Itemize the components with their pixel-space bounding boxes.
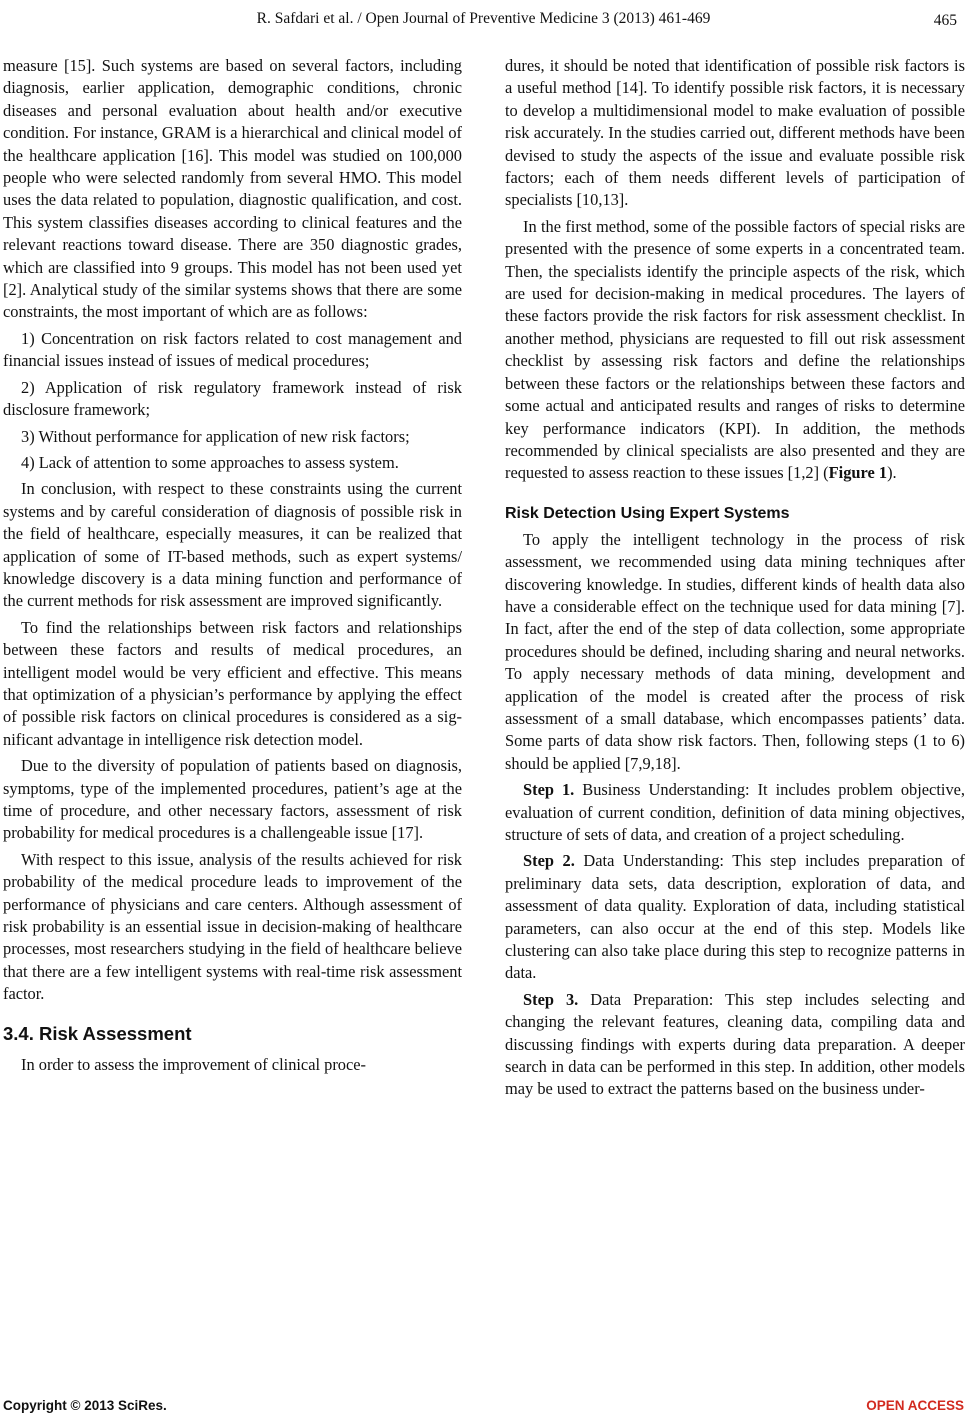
copyright-notice: Copyright © 2013 SciRes. — [3, 1398, 167, 1413]
step-text: Business Understanding: It includes problem objective, evaluation of current condition, definition of data mining objectives, structure of sets of data, and creation of a project scheduling. — [505, 780, 966, 844]
constraint-item-3: 3) Without performance for application of new risk factors; — [21, 426, 410, 446]
running-title: R. Safdari et al. / Open Journal of Preventive Medicine 3 (2013) 461-469 — [256, 10, 711, 27]
paragraph: To find the relationships between risk factors and relationships between these factors and results of medical procedures, an intelligent model would be very efficient and effective. This means that optimization of a physician’s performance by applying the effect of possible risk factors on clinical procedures is considered as a significant advantage in intelligence risk detection model. — [3, 617, 462, 749]
step-paragraph — [505, 989, 965, 1101]
step-label: Step 3. — [523, 989, 579, 1009]
paragraph: In order to assess the improvement of clinical proce- — [21, 1054, 366, 1074]
step-label: Step 2. — [523, 851, 575, 871]
paragraph: measure [15]. Such systems are based on several factors, including diagnosis, earlier application, demographic conditions, chronic diseases and personal evaluation about health and/or executive condition. For instance, GRAM is a hierarchical and clinical model of the healthcare application [16]. This model was studied on 100,000 people who were selected randomly from several HMO. This model uses the data related to population, diagnostic qualification, and cost. This system classifies diseases according to clinical features and the relevant reactions toward disease. There are 350 diagnostic grades, which are classified into 9 groups. This model has not been used yet [2]. Analytical study of the similar systems shows that there are some constraints, the most important of which are as follows: — [3, 56, 462, 322]
constraint-item-4: 4) Lack of attention to some approaches to assess system. — [21, 452, 399, 472]
paragraph-text: In the first method, some of the possible factors of special risks are presented with the presence of some experts in a concentrated team. Then, the specialists identify the principle aspects of the risk, which are used for decision-making in medical procedures. The layers of these factors provide the risk factors for risk assessment checklist. In another method, physicians are requested to fill out risk assessment checklist by assessing risk factors and define the relationships between these factors or the relationships between these factors and some actual and anticipated results and ranges of risks to determine key performance indicators (KPI). In addition, the methods recommended by clinical specialists are also presented and they are requested to assess reaction to these issues [1,2] ( — [505, 216, 965, 483]
page-footer — [0, 1398, 967, 1416]
paragraph: Due to the diversity of population of patients based on diagnosis, symptoms, type of the implemented procedures, patient’s age at the time of procedure, and other necessary factors, assessment of risk probability for medical procedures is a challengeable issue [17]. — [3, 756, 462, 843]
step-paragraph — [505, 779, 965, 846]
step-text: Data Understanding: This step includes preparation of preliminary data sets, data description, exploration of data, and assessment of data quality. Exploration of data, including statistical parameters, can also occur at the end of this step. Models like clustering can also take place during this step to recognize patterns in data. — [505, 851, 965, 983]
step-paragraph — [505, 850, 965, 984]
right-column — [505, 55, 965, 1105]
page-number: 465 — [933, 12, 957, 29]
left-column — [3, 55, 462, 1080]
paragraph: With respect to this issue, analysis of the results achieved for risk probability of the medical procedure leads to improvement of the performance of physicians and care centers. Although assessment of risk probability is an essential issue in decision-making of healthcare processes, most researchers studying in the field of healthcare believe that there are a few intelligent systems with real-time risk assessment factor. — [3, 849, 462, 1004]
paragraph-text: ). — [887, 463, 897, 483]
constraint-item-2: 2) Application of risk regulatory framework instead of risk disclosure framework; — [3, 377, 462, 420]
page-header — [0, 10, 967, 34]
section-heading: 3.4. Risk Assessment — [3, 1022, 192, 1044]
figure-reference[interactable]: Figure 1 — [828, 463, 888, 483]
paragraph — [505, 216, 965, 485]
step-label: Step 1. — [523, 780, 575, 800]
open-access-label: OPEN ACCESS — [866, 1398, 964, 1413]
paragraph: In conclusion, with respect to these constraints using the current systems and by careful consideration of diagnosis of possible risk in the field of healthcare, especially measures, it can be realized that application of some of IT-based methods, such as expert systems/ knowledge discovery is a data mining function and performance of the current methods for risk assessment are improved significantly. — [3, 479, 462, 611]
constraint-item-1: 1) Concentration on risk factors related to cost management and financial issues instead of issues of medical procedures; — [3, 328, 462, 371]
step-text: Data Preparation: This step includes selecting and changing the relevant features, cleaning data, compiling data and discussing findings with experts during data preparation. A deeper search in data can be performed in this step. In addition, other models may be used to extract the patterns based on the business under- — [505, 989, 965, 1099]
paragraph: dures, it should be noted that identification of possible risk factors is a useful method [14]. To identify possible risk factors, it is necessary to develop a multidimensional model to make evaluation of possible risk accurately. In the studies carried out, different methods have been devised to study the aspects of the issue and evaluate possible risk factors; each of them needs different levels of participation of specialists [10,13]. — [505, 56, 965, 210]
paragraph: To apply the intelligent technology in the process of risk assessment, we recommended using data mining techniques after discovering knowledge. In studies, different kinds of health data also have a considerable effect on the technique used for data mining [7]. In fact, after the end of the step of data collection, some appropriate procedures should be defined, including sharing and neural networks. To apply necessary methods of data mining, development and application of the model is created after the process of risk assessment of a small database, which encompasses patients’ data. Some parts of data show risk factors. Then, following steps (1 to 6) should be applied [7,9,18]. — [505, 529, 965, 773]
subsection-heading: Risk Detection Using Expert Systems — [505, 504, 790, 522]
